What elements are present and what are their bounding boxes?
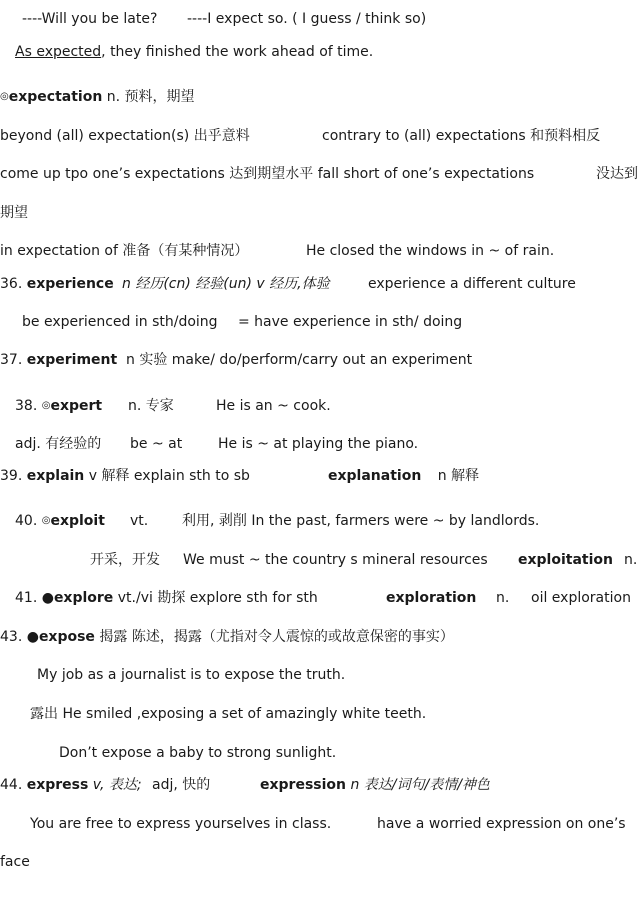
part-of-speech <box>624 551 637 569</box>
example-text: have a worried expression on one’s <box>377 816 626 832</box>
phrase-contrary: contrary to (all) expectations 和预料相反 <box>322 128 601 144</box>
pos-text: n. 专家 <box>128 398 174 414</box>
example-sentence <box>183 551 488 569</box>
entry-number: 41. <box>15 590 38 606</box>
circle-mark-icon: ◎ <box>41 400 51 411</box>
example-text: oil exploration <box>531 590 631 606</box>
phrase-line <box>322 127 600 145</box>
definition <box>152 776 210 794</box>
phrase-come-up: come up tpo one’s expectations 达到期望水平 fall short of one’s expectations <box>0 166 535 182</box>
definition: n. 预料，期望 <box>102 89 195 105</box>
entry-express <box>0 776 142 794</box>
definition <box>182 512 539 530</box>
entry-exploit <box>15 512 105 530</box>
sentence-rain: He closed the windows in ~ of rain. <box>306 243 555 259</box>
headword: expert <box>50 398 103 414</box>
example-sentence <box>15 43 373 61</box>
part-of-speech <box>130 512 148 530</box>
adj-definition: adj. 有经验的 <box>15 436 102 452</box>
headword: explain <box>26 468 85 484</box>
example-sentence <box>306 242 554 260</box>
example-sentence <box>30 705 426 723</box>
phrase-equivalent: = have experience in sth/ doing <box>238 314 463 330</box>
phrase-experienced: be experienced in sth/doing <box>22 314 218 330</box>
phrase-wrap-end: 期望 <box>0 205 28 221</box>
entry-explain <box>0 467 250 485</box>
entry-number: 43. <box>0 629 23 645</box>
headword: exploitation <box>518 552 613 568</box>
definition-text: v 解释 explain sth to sb <box>88 468 250 484</box>
definition-text: n 表达/词句/表情/神色 <box>350 777 490 793</box>
headword: experiment <box>26 352 118 368</box>
entry-exploration <box>386 589 476 607</box>
entry-number: 39. <box>0 468 23 484</box>
definition-text: adj, 快的 <box>152 777 211 793</box>
example-sentence <box>216 397 331 415</box>
dialogue-line <box>22 10 157 28</box>
part-of-speech <box>122 275 330 293</box>
example-sentence <box>30 815 331 833</box>
circle-mark-icon: ◎ <box>41 515 51 526</box>
circle-mark-icon: ◎ <box>0 91 9 102</box>
definition-text: 利用, 剥削 In the past, farmers were ~ by landlords. <box>182 513 540 529</box>
phrase-wrap: 没达到 <box>596 166 638 182</box>
headword: exploration <box>386 590 477 606</box>
pos-text: n. <box>496 590 510 606</box>
phrase-as-expected: As expected <box>15 44 102 60</box>
example-text: My job as a journalist is to expose the truth. <box>37 667 346 683</box>
pos-text: vt. <box>130 513 149 529</box>
definition-text: 揭露 陈述，揭露（尤指对令人震惊的或故意保密的事实） <box>94 629 454 645</box>
pos-text: v, 表达; <box>92 777 142 793</box>
headword: explanation <box>328 468 422 484</box>
headword: express <box>26 777 89 793</box>
phrase-line <box>0 127 250 145</box>
headword: expression <box>260 777 346 793</box>
dialogue-question: ----Will you be late? <box>22 11 158 27</box>
headword: expectation <box>8 89 103 105</box>
sentence-rest: , they finished the work ahead of time. <box>101 44 374 60</box>
entry-number: 40. <box>15 513 38 529</box>
headword: expose <box>38 629 95 645</box>
example-text: 露出 He smiled ,exposing a set of amazingly white teeth. <box>30 706 427 722</box>
part-of-speech <box>496 589 509 607</box>
dialogue-answer <box>187 10 426 28</box>
example-text: Don’t expose a baby to strong sunlight. <box>59 745 337 761</box>
entry-number: 38. <box>15 398 38 414</box>
example-text: experience a different culture <box>368 276 576 292</box>
entry-number: 36. <box>0 276 23 292</box>
phrase-line <box>0 165 534 183</box>
example-text: He is an ~ cook. <box>216 398 331 414</box>
example-phrase <box>531 589 631 607</box>
definition <box>126 351 472 369</box>
entry-explanation <box>328 467 479 485</box>
phrase-line <box>130 435 182 453</box>
example-text: We must ~ the country s mineral resources <box>183 552 488 568</box>
phrase-line <box>0 242 248 260</box>
bullet-icon: ● <box>26 629 39 645</box>
example-text: He is ~ at playing the piano. <box>218 436 419 452</box>
entry-expectation <box>0 88 195 106</box>
example-phrase <box>377 815 626 833</box>
definition-text: vt./vi 勘探 explore sth for sth <box>117 590 318 606</box>
entry-expert <box>15 397 102 415</box>
entry-experience <box>0 275 114 293</box>
phrase-line <box>0 204 28 222</box>
entry-expression <box>260 776 490 794</box>
definition-text: n 解释 <box>437 468 480 484</box>
entry-number: 37. <box>0 352 23 368</box>
headword: explore <box>53 590 114 606</box>
definition <box>15 435 101 453</box>
entry-expose <box>0 628 454 646</box>
example-sentence <box>37 666 345 684</box>
phrase-be-expert: be ~ at <box>130 436 183 452</box>
phrase-line <box>22 313 218 331</box>
pos-text: n. <box>624 552 638 568</box>
example-phrase <box>0 853 30 871</box>
phrase-beyond: beyond (all) expectation(s) 出乎意料 <box>0 128 250 144</box>
part-of-speech <box>128 397 174 415</box>
headword: exploit <box>50 513 105 529</box>
example-phrase <box>368 275 576 293</box>
example-sentence <box>218 435 418 453</box>
dialogue-answer-text: ----I expect so. ( I guess / think so) <box>187 11 427 27</box>
phrase-line <box>238 313 462 331</box>
definition-text: n 实验 make/ do/perform/carry out an experiment <box>126 352 473 368</box>
bullet-icon: ● <box>41 590 54 606</box>
pos-text: n 经历(cn) 经验(un) v 经历,体验 <box>122 276 330 292</box>
phrase-line <box>596 165 638 183</box>
sense-text: 开采，开发 <box>90 552 160 568</box>
example-sentence <box>59 744 336 762</box>
headword: experience <box>26 276 114 292</box>
definition <box>90 551 160 569</box>
example-text: You are free to express yourselves in class. <box>30 816 332 832</box>
phrase-wrap-end: face <box>0 854 30 870</box>
entry-explore <box>15 589 318 607</box>
entry-number: 44. <box>0 777 23 793</box>
entry-experiment <box>0 351 117 369</box>
phrase-in-expectation: in expectation of 准备（有某种情况） <box>0 243 249 259</box>
entry-exploitation <box>518 551 613 569</box>
